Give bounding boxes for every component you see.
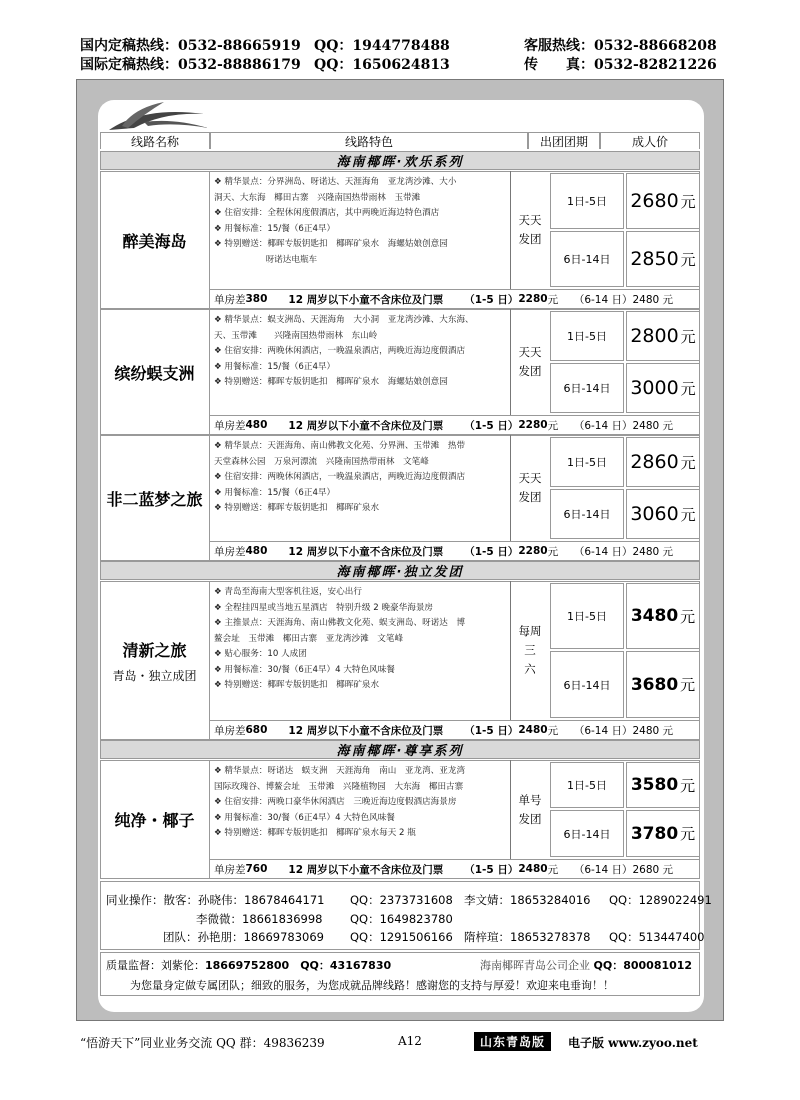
date-range-1: 1日-5日 — [550, 437, 624, 487]
date-range-1: 1日-5日 — [550, 311, 624, 361]
feature-line: 呀诺达电瓶车 — [214, 254, 318, 265]
price-unit: 元 — [680, 676, 696, 694]
feature-line: ❖ 贴心服务：10 人成团 — [214, 649, 307, 659]
route-features — [214, 585, 510, 694]
child-note: 12 周岁以下小童不含床位及门票 — [267, 863, 465, 876]
route-name-cell — [100, 435, 210, 561]
route-features — [214, 175, 510, 268]
departure-text: 天天 — [518, 213, 542, 227]
departure-schedule — [512, 309, 548, 415]
feature-line: ❖ 住宿安排：两晚休闲酒店，一晚温泉酒店，两晚近海边度假酒店 — [214, 346, 466, 356]
single-room-value: 680 — [245, 724, 268, 736]
price-value: 3000 — [630, 377, 679, 399]
quality-supervisor: 质量监督：刘紫伦：18669752800 QQ：43167830 — [106, 959, 392, 972]
route-name: 非二蓝梦之旅 — [106, 489, 203, 509]
page-number: A12 — [398, 1034, 422, 1048]
child-note: 12 周岁以下小童不含床位及门票 — [267, 419, 465, 432]
price-1 — [626, 583, 700, 649]
feature-line: ❖ 特别赠送：椰晖专版钥匙扣 椰晖矿泉水 — [214, 680, 380, 690]
period-1-price: 2280 — [518, 545, 548, 557]
route-name-cell — [100, 760, 210, 879]
service-hotline: 客服热线：0532-88668208 — [524, 38, 717, 54]
price-1 — [626, 762, 700, 808]
date-range-2: 6日-14日 — [550, 651, 624, 718]
feature-line: 天堂森林公园 万泉河漂流 兴隆南国热带雨林 文笔峰 — [214, 456, 429, 467]
period-1: （1-5 日） — [464, 863, 519, 876]
date-range-1: 1日-5日 — [550, 173, 624, 229]
departure-schedule — [512, 171, 548, 289]
date-range-1: 1日-5日 — [550, 762, 624, 808]
feature-line: ❖ 精华景点：天涯海角、南山佛教文化苑、分界洲、玉带滩 热带 — [214, 441, 466, 451]
domestic-hotline: 国内定稿热线：0532-88665919 — [80, 38, 301, 54]
departure-schedule — [512, 581, 548, 720]
divider — [510, 760, 511, 859]
palm-leaf-icon — [104, 100, 214, 134]
route-name-cell — [100, 581, 210, 740]
route-features — [214, 439, 510, 517]
feature-line: ❖ 主推景点：天涯海角、南山佛教文化苑、蜈支洲岛、呀诺达 博 — [214, 618, 466, 628]
feature-line: ❖ 青岛至海南大型客机往返，安心出行 — [214, 587, 362, 597]
price-1 — [626, 311, 700, 361]
price-value: 2680 — [630, 190, 679, 212]
divider — [510, 581, 511, 720]
period-1-price: 2280 — [518, 293, 548, 305]
departure-schedule — [512, 760, 548, 859]
departure-text: 发团 — [518, 811, 542, 826]
feature-line: ❖ 住宿安排：两晚口豪华休闲酒店 三晚近海边度假酒店海景房 — [214, 797, 457, 807]
single-room-label: 单房差 — [214, 293, 246, 306]
single-room-value: 480 — [245, 419, 268, 431]
route-footer — [210, 415, 700, 434]
contact-sunyanpeng: 团队：孙艳朋：18669783069 — [163, 930, 324, 944]
departure-text: 六 — [524, 662, 536, 676]
price-unit: 元 — [680, 250, 696, 269]
route-footer — [210, 289, 700, 308]
route-name: 醉美海岛 — [122, 231, 187, 251]
price-2 — [626, 231, 700, 287]
period-2-price: 元 （6-14 日）2480 元 — [547, 545, 674, 558]
feature-line: ❖ 全程挂四星或当地五星酒店 特别升级 2 晚豪华海景房 — [214, 602, 434, 613]
price-unit: 元 — [680, 379, 696, 398]
fax-number: 传 真：0532-82821226 — [524, 57, 717, 73]
date-range-2: 6日-14日 — [550, 810, 624, 857]
price-value: 2800 — [630, 325, 679, 347]
date-range-2: 6日-14日 — [550, 231, 624, 287]
price-value: 3480 — [630, 606, 679, 626]
route-name-cell — [100, 171, 210, 309]
single-room-label: 单房差 — [214, 545, 246, 558]
feature-line: ❖ 用餐标准：30/餐（6正4早）4 大特色风味餐 — [214, 664, 395, 675]
single-room-label: 单房差 — [214, 863, 246, 876]
single-room-value: 760 — [245, 863, 268, 875]
feature-line: ❖ 特别赠送：椰晖专版钥匙扣 椰晖矿泉水 海螺姑娘创意园 — [214, 377, 448, 387]
departure-text: 发团 — [518, 364, 542, 378]
intl-hotline: 国际定稿热线：0532-88886179 — [80, 57, 301, 73]
feature-line: 洞天、大东海 椰田古寨 兴隆南国热带雨林 玉带滩 — [214, 192, 421, 203]
qq-group: “悟游天下”同业业务交流 QQ 群：49836239 — [80, 1036, 325, 1050]
route-name-cell — [100, 309, 210, 435]
price-value: 3680 — [630, 674, 679, 695]
edition-badge: 山东青岛版 — [474, 1032, 551, 1051]
divider — [510, 309, 511, 415]
contact-liwenjing: 李文婧：18653284016 — [464, 893, 591, 907]
contact-qq-1: QQ：2373731608 — [350, 893, 453, 907]
period-2-price: 元 （6-14 日）2480 元 — [547, 419, 674, 432]
contact-sunxiaowei: 同业操作：散客：孙晓伟：18678464171 — [106, 893, 325, 907]
feature-line: ❖ 精华景点：分界洲岛、呀诺达、天涯海角 亚龙湾沙滩、大小 — [214, 177, 457, 187]
feature-line: ❖ 精华景点：蜈支洲岛、天涯海角 大小洞 亚龙湾沙滩、大东海、 — [214, 315, 474, 325]
route-features — [214, 764, 510, 842]
feature-line: ❖ 特别赠送：椰晖专版钥匙扣 椰晖矿泉水 海螺姑娘创意园 — [214, 239, 448, 249]
feature-line: ❖ 住宿安排：两晚休闲酒店，一晚温泉酒店，两晚近海边度假酒店 — [214, 472, 466, 482]
price-value: 2860 — [630, 451, 679, 473]
departure-text: 单号 — [518, 792, 542, 807]
date-range-2: 6日-14日 — [550, 363, 624, 413]
child-note: 12 周岁以下小童不含床位及门票 — [267, 724, 465, 737]
divider — [510, 171, 511, 289]
price-value: 3780 — [630, 823, 679, 844]
single-room-label: 单房差 — [214, 419, 246, 432]
contact-qq-3: QQ：1649823780 — [350, 912, 453, 926]
feature-line: ❖ 用餐标准：15/餐（6正4早） — [214, 487, 336, 498]
period-1-price: 2280 — [518, 419, 548, 431]
route-features — [214, 313, 510, 391]
feature-line: ❖ 特别赠送：椰晖专版钥匙扣 椰晖矿泉水每天 2 瓶 — [214, 828, 416, 838]
period-1: （1-5 日） — [464, 293, 519, 306]
period-2-price: 元 （6-14 日）2680 元 — [547, 863, 674, 876]
period-1-price: 2480 — [518, 863, 548, 875]
departure-text: 发团 — [518, 490, 542, 504]
contact-suizixuan: 隋梓瑄：18653278378 — [464, 930, 591, 944]
period-1: （1-5 日） — [464, 545, 519, 558]
route-footer — [210, 720, 700, 739]
feature-line: ❖ 特别赠送：椰晖专版钥匙扣 椰晖矿泉水 — [214, 503, 380, 513]
intl-qq: QQ：1650624813 — [314, 57, 450, 73]
feature-line: 鳌会址 玉带滩 椰田古寨 亚龙湾沙滩 文笔峰 — [214, 633, 404, 644]
price-value: 3060 — [630, 503, 679, 525]
contact-liweiwei: 李微微：18661836998 — [196, 912, 323, 926]
price-unit: 元 — [680, 825, 696, 843]
price-unit: 元 — [680, 776, 696, 795]
period-1-price: 2480 — [518, 724, 548, 736]
series-band-independent: 海南椰晖·独立发团 — [100, 561, 700, 580]
departure-text: 每周 — [518, 624, 542, 638]
period-2-price: 元 （6-14 日）2480 元 — [547, 293, 674, 306]
price-1 — [626, 437, 700, 487]
website: 电子版 www.zyoo.net — [568, 1036, 698, 1050]
date-range-1: 1日-5日 — [550, 583, 624, 649]
divider — [510, 435, 511, 541]
series-band-fun: 海南椰晖·欢乐系列 — [100, 151, 700, 170]
domestic-qq: QQ：1944778488 — [314, 38, 450, 54]
departure-text: 天天 — [518, 471, 542, 485]
price-value: 2850 — [630, 248, 679, 270]
route-subtitle: 青岛・独立成团 — [112, 668, 197, 683]
period-2-price: 元 （6-14 日）2480 元 — [547, 724, 674, 737]
price-unit: 元 — [680, 505, 696, 524]
feature-line: ❖ 用餐标准：15/餐（6正4早） — [214, 223, 336, 234]
period-1: （1-5 日） — [464, 419, 519, 432]
price-unit: 元 — [680, 327, 696, 346]
price-unit: 元 — [680, 607, 696, 626]
price-unit: 元 — [680, 453, 696, 472]
departure-text: 发团 — [518, 232, 542, 246]
price-2 — [626, 810, 700, 857]
child-note: 12 周岁以下小童不含床位及门票 — [267, 293, 465, 306]
contact-qq-4: QQ：1291506166 — [350, 930, 453, 944]
feature-line: ❖ 精华景点：呀诺达 蜈支洲 天涯海角 南山 亚龙湾、亚龙湾 — [214, 766, 466, 776]
header-price: 成人价 — [600, 132, 700, 149]
child-note: 12 周岁以下小童不含床位及门票 — [267, 545, 465, 558]
departure-schedule — [512, 435, 548, 541]
header-features: 线路特色 — [210, 132, 528, 149]
header-route-name: 线路名称 — [100, 132, 210, 149]
date-range-2: 6日-14日 — [550, 489, 624, 539]
period-1: （1-5 日） — [464, 724, 519, 737]
feature-line: ❖ 住宿安排：全程休闲度假酒店，其中两晚近海边特色酒店 — [214, 208, 440, 218]
price-1 — [626, 173, 700, 229]
feature-line: 天、玉带滩 兴隆南国热带雨林 东山岭 — [214, 330, 378, 341]
header-dates: 出团团期 — [528, 132, 600, 149]
series-band-premium: 海南椰晖·尊享系列 — [100, 740, 700, 759]
price-2 — [626, 489, 700, 539]
route-name: 缤纷蜈支洲 — [114, 363, 195, 383]
feature-line: ❖ 用餐标准：15/餐（6正4早） — [214, 361, 336, 372]
single-room-label: 单房差 — [214, 724, 246, 737]
price-unit: 元 — [680, 192, 696, 211]
single-room-value: 480 — [245, 545, 268, 557]
route-footer — [210, 541, 700, 560]
price-2 — [626, 363, 700, 413]
feature-line: ❖ 用餐标准：30/餐（6正4早）4 大特色风味餐 — [214, 812, 395, 823]
slogan: 为您量身定做专属团队；细致的服务，为您成就品牌线路！感谢您的支持与厚爱！欢迎来电垂询！！ — [130, 979, 614, 992]
company-qq: 海南椰晖青岛公司企业 QQ：800081012 — [480, 959, 693, 972]
feature-line: 国际玫瑰谷、博鳌会址 玉带滩 兴隆植物园 大东海 椰田古寨 — [214, 781, 464, 792]
price-value: 3580 — [630, 775, 679, 795]
contact-qq-2: QQ：1289022491 — [609, 893, 712, 907]
route-footer — [210, 859, 700, 878]
route-name: 纯净・椰子 — [114, 811, 195, 830]
departure-text: 天天 — [518, 345, 542, 359]
route-name: 清新之旅 — [122, 640, 187, 660]
price-2 — [626, 651, 700, 718]
contact-qq-5: QQ：513447400 — [609, 930, 705, 944]
departure-text: 三 — [524, 643, 536, 657]
single-room-value: 380 — [245, 293, 268, 305]
